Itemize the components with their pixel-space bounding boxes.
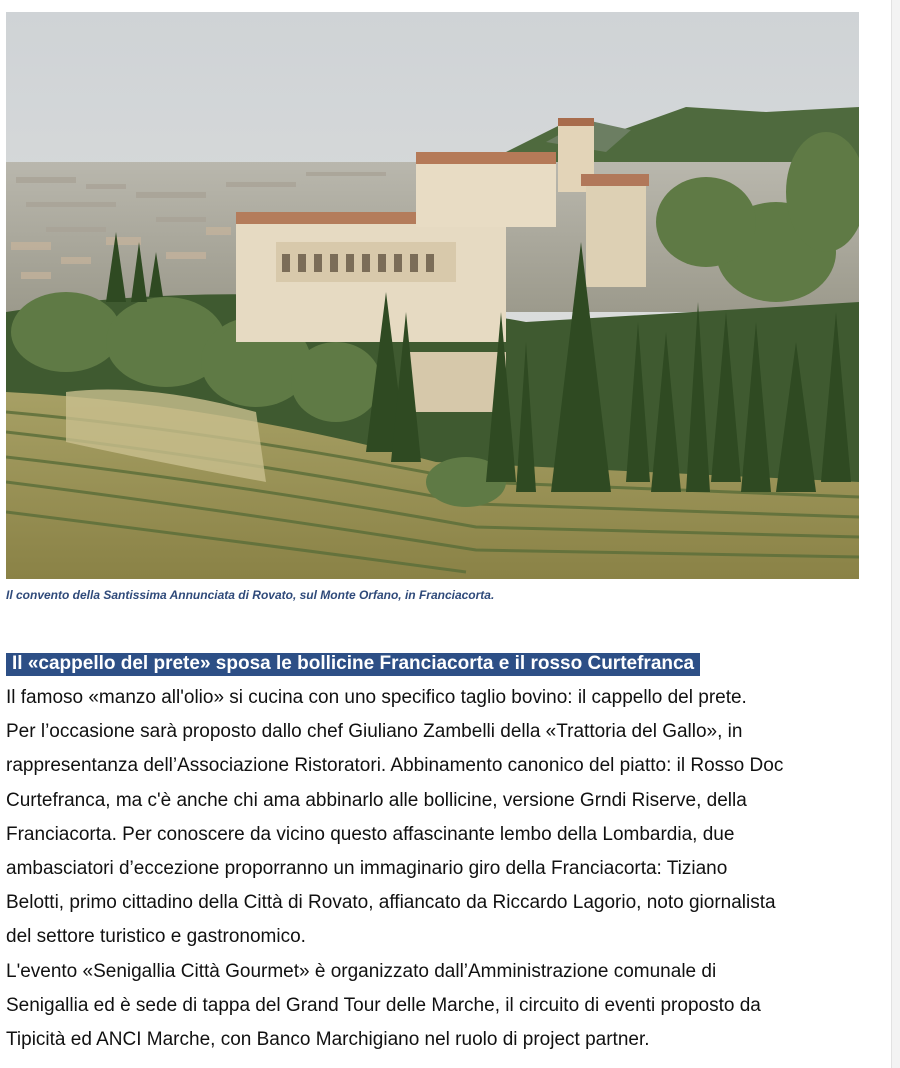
text-line: Franciacorta. Per conoscere da vicino questo affascinante lembo della Lombardia, due	[6, 823, 735, 845]
paragraph-2	[6, 955, 890, 1058]
text-line: rappresentanza dell’Associazione Ristoratori. Abbinamento canonico del piatto: il Rosso Doc	[6, 755, 784, 777]
article-photo	[6, 12, 859, 579]
text-line: del settore turistico e gastronomico.	[6, 926, 306, 948]
text-line: ambasciatori d’eccezione proporranno un immaginario giro della Franciacorta: Tiziano	[6, 858, 728, 880]
text-line: Tipicità ed ANCI Marche, con Banco Marchigiano nel ruolo di project partner.	[6, 1029, 650, 1051]
photo-caption: Il convento della Santissima Annunciata di Rovato, sul Monte Orfano, in Franciacorta.	[6, 588, 495, 602]
text-line: Curtefranca, ma c'è anche chi ama abbinarlo alle bollicine, versione Grndi Riserve, della	[6, 789, 747, 811]
scrollbar-track[interactable]	[891, 0, 900, 1068]
paragraph-1	[6, 681, 890, 955]
article-body	[6, 681, 890, 1057]
text-line: L'evento «Senigallia Città Gourmet» è organizzato dall’Amministrazione comunale di	[6, 960, 717, 982]
text-line: Belotti, primo cittadino della Città di Rovato, affiancato da Riccardo Lagorio, noto giornalista	[6, 892, 776, 914]
text-line: Per l’occasione sarà proposto dallo chef Giuliano Zambelli della «Trattoria del Gallo», in	[6, 721, 743, 743]
text-line: Il famoso «manzo all'olio» si cucina con uno specifico taglio bovino: il cappello del prete.	[6, 687, 747, 708]
text-line: Senigallia ed è sede di tappa del Grand Tour delle Marche, il circuito di eventi proposto da	[6, 994, 761, 1016]
article-subheading: Il «cappello del prete» sposa le bollicine Franciacorta e il rosso Curtefranca	[6, 653, 700, 676]
